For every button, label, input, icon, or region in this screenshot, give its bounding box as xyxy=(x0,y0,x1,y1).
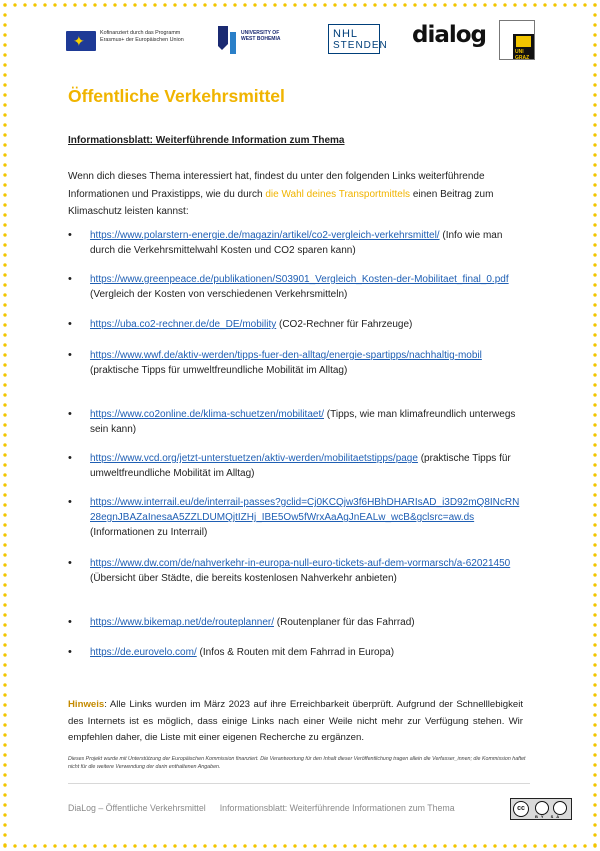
sa-icon xyxy=(553,801,567,815)
link-url[interactable]: https://www.greenpeace.de/publikationen/S03901_Vergleich_Kosten-der-Mobilitaet_final_0.pdf xyxy=(90,274,509,285)
page-subtitle: Informationsblatt: Weiterführende Information zum Thema xyxy=(68,135,345,146)
link-url[interactable]: https://www.polarstern-energie.de/magazin/artikel/co2-vergleich-verkehrsmittel/ xyxy=(90,230,440,241)
by-icon xyxy=(535,801,549,815)
hint-paragraph: Hinweis: Alle Links wurden im März 2023 auf ihre Erreichbarkeit überprüft. Aufgrund der Schnelllebigkeit des Internets ist es möglich, dass einige Links nach einer Weile nicht mehr zur Verfügung stehen. Wir empfehlen daher, die Liste mit einer eigenen Recherche zu ergänzen. xyxy=(68,699,523,743)
intro-paragraph: Wenn dich dieses Thema interessiert hat, findest du unter den folgenden Links weiterführende Informationen und Praxistipps, wie du durch die Wahl deines Transportmittels einen Beitrag zum Klimaschutz leisten kannst: xyxy=(68,171,494,217)
list-item: • https://www.polarstern-energie.de/magazin/artikel/co2-vergleich-verkehrsmittel/ (Info wie man durch die Verkehrsmittelwahl Kosten und CO2 sparen kann) xyxy=(90,228,522,258)
uwb-mark-icon xyxy=(216,24,238,56)
link-url[interactable]: https://www.bikemap.net/de/routeplanner/ xyxy=(90,617,274,628)
cc-license-label: BY SA xyxy=(535,814,563,819)
dotted-border-left xyxy=(0,0,10,851)
uni-graz-text: UNI GRAZ xyxy=(515,49,530,61)
intro-highlight: die Wahl deines Transportmittels xyxy=(265,188,411,200)
footer-divider xyxy=(68,783,530,784)
nhl-stenden-logo xyxy=(328,20,388,60)
list-item: • https://uba.co2-rechner.de/de_DE/mobility (CO2-Rechner für Fahrzeuge) xyxy=(90,317,522,332)
link-url[interactable]: https://www.vcd.org/jetzt-unterstuetzen/aktiv-werden/mobilitaetstipps/page xyxy=(90,453,418,464)
dialog-logo xyxy=(412,20,487,60)
list-item: • https://www.co2online.de/klima-schuetzen/mobilitaet/ (Tipps, wie man klimafreundlich unterwegs sein kann) xyxy=(90,407,522,437)
hint-label: Hinweis xyxy=(68,699,105,710)
cc-icon: cc xyxy=(513,801,529,817)
list-item: • https://www.dw.com/de/nahverkehr-in-europa-null-euro-tickets-auf-dem-vormarsch/a-62021450 (Übersicht über Städte, die bereits kostenlosen Nahverkehr anbieten) xyxy=(90,556,522,586)
footer-right-text: Informationsblatt: Weiterführende Informationen zum Thema xyxy=(219,803,455,813)
list-item: • https://www.greenpeace.de/publikationen/S03901_Vergleich_Kosten-der-Mobilitaet_final_0.pdf (Vergleich der Kosten von verschiedenen Verkehrsmitteln) xyxy=(90,272,522,302)
link-url[interactable]: https://www.interrail.eu/de/interrail-passes?gclid=Cj0KCQjw3f6HBhDHARIsAD_i3D92mQ8INcRN28egnJBAZaInesaA5ZZLDUMQjtIZHj_IBE5Ow5fWrxAaAgJnEALw_wcB&gclsrc=aw.ds xyxy=(90,497,520,523)
dotted-border-right xyxy=(590,0,600,851)
eu-flag-icon: ✦ xyxy=(66,31,96,51)
dotted-border-bottom xyxy=(0,841,600,851)
page-footer xyxy=(68,803,455,813)
list-item: • https://de.eurovelo.com/ (Infos & Routen mit dem Fahrrad in Europa) xyxy=(90,645,522,660)
stenden-text: STENDEN xyxy=(333,40,388,51)
uwb-logo xyxy=(216,20,290,60)
link-url[interactable]: https://de.eurovelo.com/ xyxy=(90,647,197,658)
cc-by-sa-badge xyxy=(510,798,572,820)
list-item: • https://www.wwf.de/aktiv-werden/tipps-fuer-den-alltag/energie-spartipps/nachhaltig-mobil (praktische Tipps für umweltfreundliche Mobilität im Alltag) xyxy=(90,348,522,378)
link-url[interactable]: https://www.wwf.de/aktiv-werden/tipps-fuer-den-alltag/energie-spartipps/nachhaltig-mobil xyxy=(90,350,482,361)
list-item: • https://www.interrail.eu/de/interrail-passes?gclid=Cj0KCQjw3f6HBhDHARIsAD_i3D92mQ8INcRN28egnJBAZaInesaA5ZZLDUMQjtIZHj_IBE5Ow5fWrxAaAgJnEALw_wcB&gclsrc=aw.ds (Informationen zu Interrail) xyxy=(90,495,522,540)
page-title: Öffentliche Verkehrsmittel xyxy=(68,86,285,106)
dialog-logo-text: dialog xyxy=(412,22,487,48)
list-item: • https://www.vcd.org/jetzt-unterstuetzen/aktiv-werden/mobilitaetstipps/page (praktische Tipps für umweltfreundliche Mobilität im Alltag) xyxy=(90,451,522,481)
eu-disclaimer: Dieses Projekt wurde mit Unterstützung der Europäischen Kommission finanziert. Die Verantwortung für den Inhalt dieser Veröffentlichung tragen allein die Verfasser_innen; die Kommission haftet nicht für die weitere Verwendung der darin enthaltenen Angaben. xyxy=(68,756,526,770)
eu-erasmus-logo xyxy=(66,20,202,60)
eu-funding-text: Kofinanziert durch das Programm Erasmus+ der Europäischen Union xyxy=(100,30,184,43)
logo-bar xyxy=(66,20,548,60)
uni-graz-logo xyxy=(499,20,535,60)
list-item: • https://www.bikemap.net/de/routeplanner/ (Routenplaner für das Fahrrad) xyxy=(90,615,522,630)
link-url[interactable]: https://www.co2online.de/klima-schuetzen/mobilitaet/ xyxy=(90,409,325,420)
dotted-border-top xyxy=(0,0,600,10)
link-url[interactable]: https://www.dw.com/de/nahverkehr-in-europa-null-euro-tickets-auf-dem-vormarsch/a-62021450 xyxy=(90,558,511,569)
uwb-text: UNIVERSITY OF WEST BOHEMIA xyxy=(241,30,281,42)
nhl-text: NHL xyxy=(333,28,359,40)
link-url[interactable]: https://uba.co2-rechner.de/de_DE/mobility xyxy=(90,319,277,330)
footer-left-text: DiaLog – Öffentliche Verkehrsmittel xyxy=(68,803,206,813)
